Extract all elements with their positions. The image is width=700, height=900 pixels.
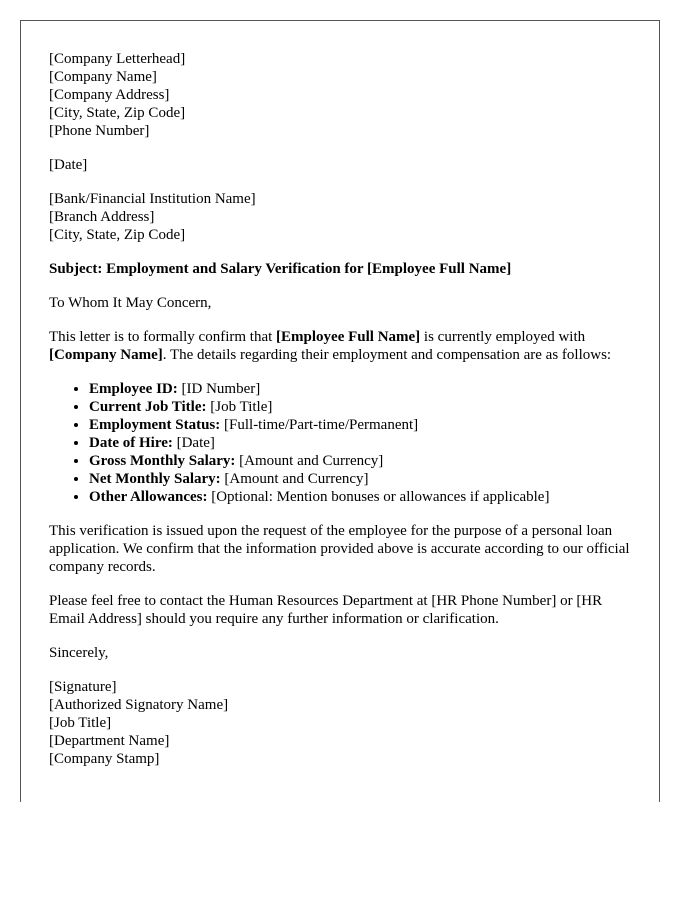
detail-date-of-hire xyxy=(89,434,639,452)
employment-details-list xyxy=(49,380,639,506)
detail-label: Gross Monthly Salary: xyxy=(89,453,236,469)
letterhead-block xyxy=(49,50,639,140)
detail-employee-id xyxy=(89,380,639,398)
detail-job-title xyxy=(89,398,639,416)
detail-value: [Amount and Currency] xyxy=(220,471,369,487)
contact-paragraph: Please feel free to contact the Human Resources Department at [HR Phone Number] or [HR Email Address] should you require any further information or clarification. xyxy=(49,593,603,627)
detail-value: [ID Number] xyxy=(177,381,261,397)
detail-label: Other Allowances: xyxy=(89,489,208,505)
company-name-line: [Company Name] xyxy=(49,69,157,85)
detail-net-salary xyxy=(89,470,639,488)
intro-paragraph xyxy=(49,328,639,364)
department-name-line: [Department Name] xyxy=(49,733,170,749)
intro-company-name: [Company Name] xyxy=(49,347,163,363)
letterhead-line: [Company Letterhead] xyxy=(49,51,186,67)
letter-page xyxy=(20,20,660,802)
detail-value: [Optional: Mention bonuses or allowances if applicable] xyxy=(207,489,550,505)
company-stamp-line: [Company Stamp] xyxy=(49,751,160,767)
closing: Sincerely, xyxy=(49,645,109,661)
detail-label: Current Job Title: xyxy=(89,399,207,415)
signatory-title-line: [Job Title] xyxy=(49,715,112,731)
letter-date: [Date] xyxy=(49,157,88,173)
subject-line: Subject: Employment and Salary Verification for [Employee Full Name] xyxy=(49,261,512,277)
date-block xyxy=(49,156,639,174)
signature-block xyxy=(49,678,639,768)
signatory-name-line: [Authorized Signatory Name] xyxy=(49,697,229,713)
detail-value: [Job Title] xyxy=(206,399,273,415)
verification-paragraph: This verification is issued upon the request of the employee for the purpose of a personal loan application. We confirm that the information provided above is accurate according to our official company records. xyxy=(49,523,630,575)
company-city-line: [City, State, Zip Code] xyxy=(49,105,186,121)
detail-label: Date of Hire: xyxy=(89,435,173,451)
letter-content xyxy=(49,50,639,784)
detail-label: Net Monthly Salary: xyxy=(89,471,221,487)
detail-other-allowances xyxy=(89,488,639,506)
recipient-city-line: [City, State, Zip Code] xyxy=(49,227,186,243)
detail-value: [Full-time/Part-time/Permanent] xyxy=(220,417,419,433)
detail-gross-salary xyxy=(89,452,639,470)
intro-employee-name: [Employee Full Name] xyxy=(276,329,421,345)
detail-value: [Date] xyxy=(172,435,215,451)
recipient-branch-address: [Branch Address] xyxy=(49,209,155,225)
company-address-line: [Company Address] xyxy=(49,87,170,103)
detail-employment-status xyxy=(89,416,639,434)
recipient-bank-name: [Bank/Financial Institution Name] xyxy=(49,191,256,207)
signature-line: [Signature] xyxy=(49,679,117,695)
intro-text-2: is currently employed with xyxy=(420,329,586,345)
detail-label: Employment Status: xyxy=(89,417,221,433)
detail-label: Employee ID: xyxy=(89,381,178,397)
intro-text-3: . The details regarding their employment and compensation are as follows: xyxy=(162,347,612,363)
salutation: To Whom It May Concern, xyxy=(49,295,212,311)
intro-text-1: This letter is to formally confirm that xyxy=(49,329,277,345)
company-phone-line: [Phone Number] xyxy=(49,123,150,139)
recipient-block xyxy=(49,190,639,244)
detail-value: [Amount and Currency] xyxy=(235,453,384,469)
